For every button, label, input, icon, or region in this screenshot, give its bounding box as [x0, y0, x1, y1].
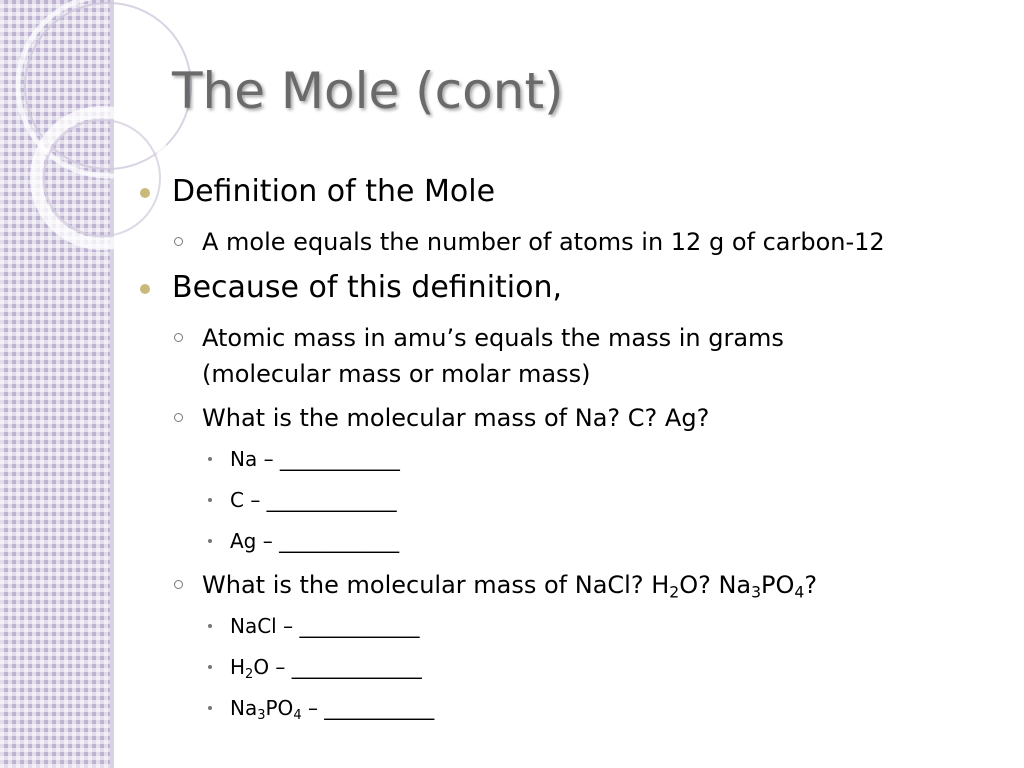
bullet-text-part: ?	[804, 571, 818, 599]
sub-bullet-molecular-mass-compounds	[140, 567, 1010, 603]
item-text: NaCl – ____________	[230, 614, 420, 638]
bullet-ring-icon	[174, 333, 183, 342]
sub-bullet-molecular-mass-elements	[140, 400, 1010, 436]
bullet-text-part: What is the molecular mass of NaCl? H	[202, 571, 670, 599]
item-na	[140, 444, 1010, 474]
item-h2o	[140, 652, 1010, 682]
bullet-definition	[140, 172, 1010, 212]
bullet-small-dot-icon	[208, 457, 212, 461]
subscript: 4	[293, 707, 302, 723]
bullet-small-dot-icon	[208, 706, 212, 710]
sub-bullet-atomic-mass	[140, 320, 882, 392]
bullet-dot-icon	[140, 188, 150, 198]
item-text-part: H	[230, 655, 246, 679]
item-text-part: PO	[265, 696, 294, 720]
slide-title: The Mole (cont)	[172, 62, 564, 120]
bullet-small-dot-icon	[208, 624, 212, 628]
bullet-text: A mole equals the number of atoms in 12 g of carbon-12	[202, 228, 885, 256]
item-ag	[140, 526, 1010, 556]
sub-bullet-mole-equals	[140, 224, 1010, 260]
subscript: 3	[751, 583, 762, 602]
bullet-text: What is the molecular mass of Na? C? Ag?	[202, 404, 710, 432]
bullet-text: Definition of the Mole	[172, 174, 496, 209]
item-na3po4	[140, 693, 1010, 723]
bullet-because	[140, 268, 1010, 308]
bullet-dot-icon	[140, 284, 150, 294]
item-text: C – _____________	[230, 488, 397, 512]
item-text-part: – ___________	[301, 696, 435, 720]
bullet-small-dot-icon	[208, 498, 212, 502]
bullet-ring-icon	[174, 580, 183, 589]
bullet-text: Atomic mass in amu’s equals the mass in grams (molecular mass or molar mass)	[202, 324, 784, 388]
bullet-text-part: PO	[761, 571, 795, 599]
bullet-ring-icon	[174, 413, 183, 422]
subscript: 3	[257, 707, 266, 723]
bullet-text-part: O? Na	[679, 571, 752, 599]
bullet-small-dot-icon	[208, 665, 212, 669]
subscript: 4	[794, 583, 805, 602]
bullet-text: Because of this definition,	[172, 270, 563, 305]
bullet-ring-icon	[174, 237, 183, 246]
subscript: 2	[669, 583, 680, 602]
subscript: 2	[245, 666, 254, 682]
item-nacl	[140, 611, 1010, 641]
item-text-part: Na	[230, 696, 258, 720]
bullet-small-dot-icon	[208, 539, 212, 543]
item-c	[140, 485, 1010, 515]
item-text-part: O – _____________	[253, 655, 422, 679]
slide-content	[140, 172, 1010, 734]
item-text: Ag – ____________	[230, 529, 400, 553]
item-text: Na – ____________	[230, 447, 400, 471]
